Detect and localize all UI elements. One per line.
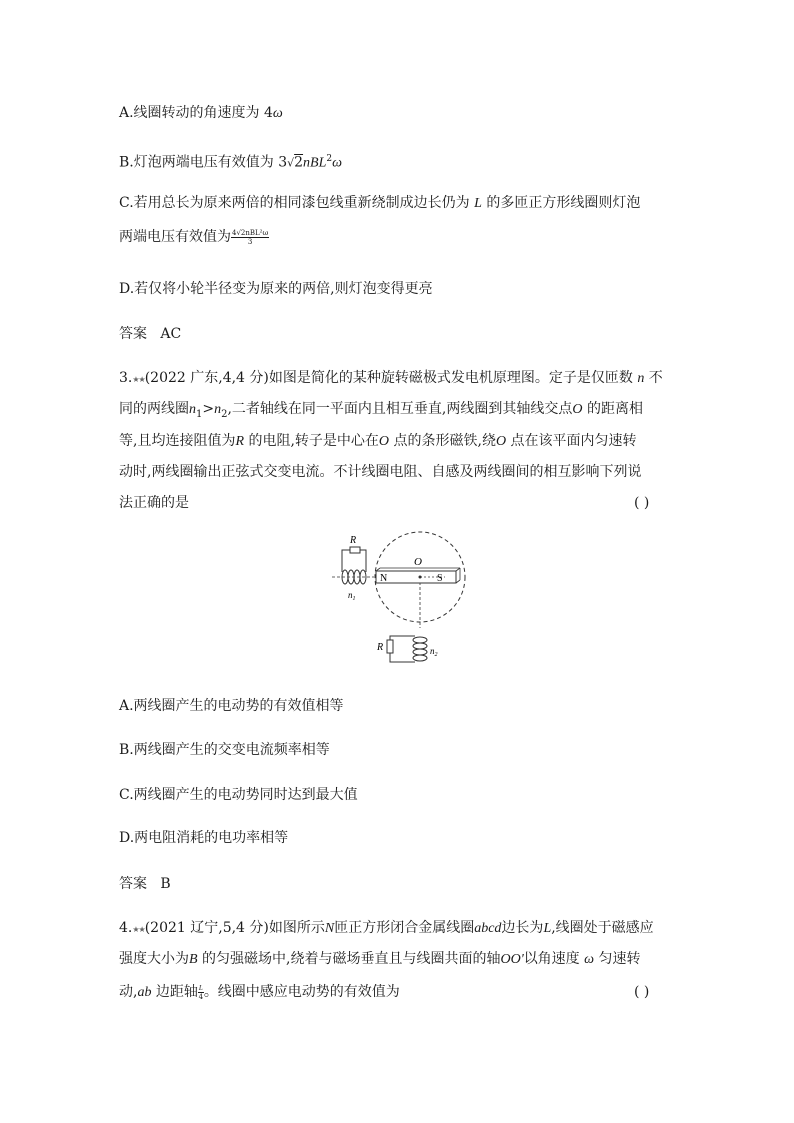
difficulty-star-icon: ★★ (132, 925, 145, 934)
q3-sub: 2 (221, 408, 228, 420)
q3-text: 的电阻,转子是中心在 (248, 433, 379, 449)
q3-answer (119, 875, 171, 893)
q3-line2 (119, 400, 643, 424)
center-label-o: O (414, 556, 422, 568)
q3-text: 的距离相 (586, 401, 643, 417)
q3-sub: 1 (196, 408, 203, 420)
resistor-top-label: R (350, 535, 357, 546)
q3-line4: 动时,两线圈输出正弦式交变电流。不计线圈电阻、自感及两线圈间的相互影响下列说 (119, 464, 642, 480)
generator-diagram (330, 530, 470, 682)
q2-option-a-var: ω (272, 106, 283, 121)
resistor-bottom (387, 640, 393, 653)
q4-text: 匝正方形闭合金属线圈 (334, 920, 475, 936)
q3-option-c: C.两线圈产生的电动势同时达到最大值 (119, 787, 358, 803)
answer-value: AC (160, 326, 182, 342)
q4-text: 以角速度 (523, 951, 580, 967)
q2-option-b-radicand: 2 (294, 154, 304, 171)
q4-text: ,线圈处于磁感应 (551, 920, 654, 936)
q3-text: 点的条形磁铁,绕 (393, 433, 496, 449)
fraction-denominator: 3 (247, 237, 253, 246)
q3-var: n (637, 371, 645, 386)
q4-answer-bracket: ( ) (634, 984, 650, 1000)
q2-option-b-text: B.灯泡两端电压有效值为 3 (119, 154, 288, 171)
resistor-bottom-label: R (377, 642, 384, 653)
q3-var: n (214, 402, 222, 417)
q4-var: B (189, 952, 198, 967)
q2-option-d: D.若仅将小轮半径变为原来的两倍,则灯泡变得更亮 (119, 281, 433, 297)
q2-option-c-text1: C.若用总长为原来两倍的相同漆包线重新绕制成边长仍为 (119, 195, 470, 211)
q2-option-c-line1 (119, 194, 640, 213)
q3-option-a: A.两线圈产生的电动势的有效值相等 (119, 698, 344, 714)
question-number: 4. (119, 920, 133, 936)
q4-var: OO' (500, 952, 524, 967)
q2-option-b-sup: 2 (326, 154, 333, 164)
magnet-north-label: N (380, 573, 388, 584)
q2-option-c-fraction (231, 229, 269, 246)
q4-line3 (119, 983, 400, 1002)
q4-text: 的匀强磁场中,绕着与磁场垂直且与线圈共面的轴 (202, 951, 501, 967)
q2-option-c-line2 (119, 228, 269, 246)
q3-var: R (235, 434, 245, 449)
q3-var: O (495, 434, 507, 449)
coil-n1 (342, 547, 366, 584)
answer-label: 答案 (119, 876, 147, 892)
q4-var: L (543, 921, 552, 936)
q4-text: 边长为 (501, 920, 544, 936)
question-source: (2021 辽宁,5,4 分) (144, 920, 269, 936)
q4-var: N (324, 921, 335, 936)
answer-value: B (160, 876, 171, 892)
q2-option-c-text2: 的多匝正方形线圈则灯泡 (486, 195, 641, 211)
q3-option-d: D.两电阻消耗的电功率相等 (119, 830, 289, 846)
q3-answer-bracket: ( ) (634, 495, 650, 511)
coil1-label: $n_1$ (348, 590, 356, 602)
q2-option-b-var2: ω (332, 155, 343, 171)
q3-var: O (378, 434, 390, 449)
coil2-label: $n_2$ (430, 646, 438, 658)
q4-text: 边距轴 (155, 984, 198, 1000)
q3-line5: 法正确的是 (119, 495, 189, 511)
answer-label: 答案 (119, 326, 147, 342)
q3-text: 点在该平面内匀速转 (510, 433, 637, 449)
q2-option-a (119, 104, 283, 123)
fraction-numerator: 4√2nBL²ω (232, 228, 269, 237)
q4-text: 。线圈中感应电动势的有效值为 (203, 984, 400, 1000)
q4-text: 匀速转 (598, 951, 641, 967)
q4-text: 如图所示 (268, 920, 325, 936)
question-number: 3. (119, 370, 133, 386)
q3-text: 等,且均连接阻值为 (119, 433, 236, 449)
q3-var: O (572, 402, 583, 417)
q2-option-c-text3: 两端电压有效值为 (119, 229, 231, 245)
fraction-denominator: 4 (198, 992, 204, 1001)
difficulty-star-icon: ★★ (132, 375, 145, 384)
resistor-top (350, 547, 360, 553)
q3-text: 不 (648, 370, 663, 386)
q3-text: ,二者轴线在同一平面内且相互垂直,两线圈到其轴线交点 (227, 401, 573, 417)
q3-option-b: B.两线圈产生的交变电流频率相等 (119, 742, 330, 758)
sqrt-icon: √ (287, 156, 295, 170)
q3-var: n (189, 402, 196, 417)
q3-line3 (119, 432, 637, 451)
q2-option-a-text: A.线圈转动的角速度为 4 (119, 105, 273, 121)
magnet-south-label: S (437, 573, 443, 584)
q2-option-b (119, 150, 342, 173)
q4-var: abcd (474, 921, 502, 936)
q4-line2 (119, 950, 640, 969)
question-source: (2022 广东,4,4 分) (144, 370, 269, 386)
q2-option-b-var: nBL (303, 155, 327, 171)
q4-var: ω (584, 952, 595, 967)
q2-answer (119, 325, 181, 343)
q4-text: 强度大小为 (119, 951, 189, 967)
q2-option-c-var: L (474, 196, 482, 211)
q3-line1 (119, 369, 663, 389)
q3-text: > (202, 401, 215, 417)
q3-text: 如图是简化的某种旋转磁极式发电机原理图。定子是仅匝数 (268, 370, 633, 386)
q4-text: 动, (119, 984, 138, 1000)
q3-text: 同的两线圈 (119, 401, 189, 417)
q4-line1 (119, 919, 654, 939)
coil-n2 (387, 636, 427, 662)
q4-var: ab (137, 985, 152, 1000)
fraction-numerator: L (198, 983, 203, 992)
